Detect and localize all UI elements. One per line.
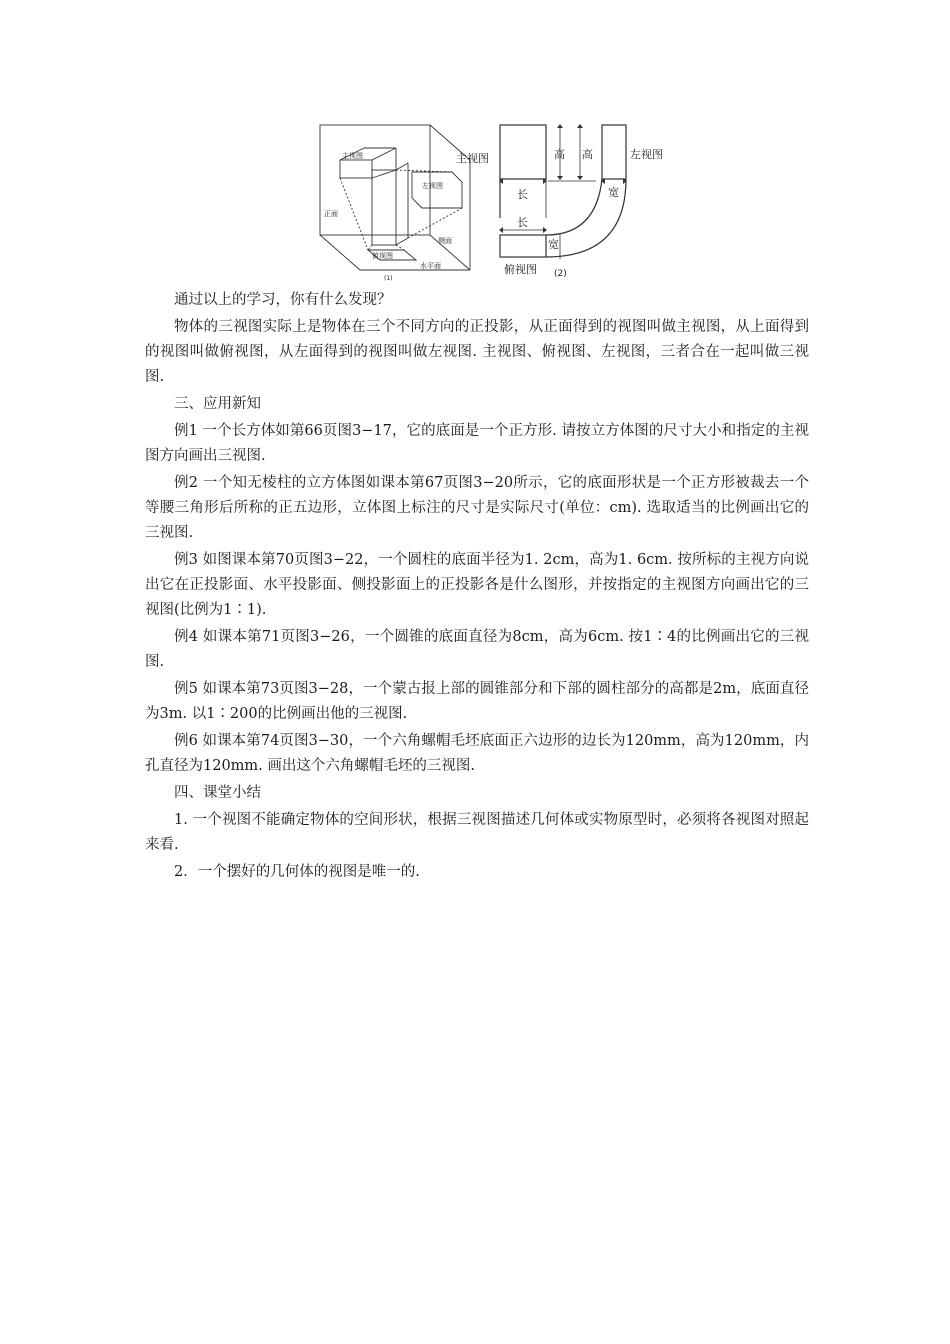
label-horizontal: 水平面 [420, 262, 441, 270]
paragraph-example-2: 例2 一个知无棱柱的立方体图如课本第67页图3−20所示，它的底面形状是一个正方形被裁去一个等腰三角形后所称的正五边形，立体图上标注的尺寸是实际尺寸(单位：cm). 选取适当的比例画出它的三视图. [145, 475, 809, 541]
label-top-view-title: 俯视图 [504, 263, 537, 276]
three-view-figure [312, 118, 672, 288]
lesson-body [145, 288, 809, 887]
caption-2: (2) [554, 269, 567, 279]
projection-box-diagram [320, 125, 470, 270]
label-width-2: 宽 [548, 238, 559, 251]
label-left-view-title: 左视图 [630, 148, 663, 161]
label-main-view-title: 主视图 [456, 152, 489, 165]
label-height-1: 高 [554, 148, 565, 161]
section-heading-summary: 四、课堂小结 [174, 785, 261, 801]
paragraph-example-4: 例4 如课本第71页图3−26，一个圆锥的底面直径为8cm，高为6cm. 按1∶4的比例画出它的三视图. [145, 629, 809, 670]
three-view-diagram [312, 118, 672, 288]
paragraph-example-1: 例1 一个长方体如第66页图3−17，它的底面是一个正方形. 请按立方体图的尺寸大小和指定的主视图方向画出三视图. [145, 423, 809, 464]
section-heading-apply: 三、应用新知 [174, 396, 261, 412]
paragraph-example-6: 例6 如课本第74页图3−30，一个六角螺帽毛坯底面正六边形的边长为120mm，高为120mm，内孔直径为120mm. 画出这个六角螺帽毛坯的三视图. [145, 733, 809, 774]
caption-1: (1) [384, 275, 393, 282]
label-length-2: 长 [517, 216, 528, 229]
label-side: 侧面 [438, 237, 452, 245]
paragraph-summary-2: 2．一个摆好的几何体的视图是唯一的. [174, 864, 420, 880]
label-main-view-1: 主视图 [342, 152, 363, 160]
paragraph-discovery-question: 通过以上的学习，你有什么发现？ [174, 292, 392, 308]
label-front: 正面 [324, 210, 338, 218]
label-length-1: 长 [517, 188, 528, 201]
paragraph-summary-1: 1. 一个视图不能确定物体的空间形状，根据三视图描述几何体或实物原型时，必须将各视图对照起来看. [145, 812, 809, 853]
label-width-1: 宽 [608, 186, 619, 199]
paragraph-example-3: 例3 如图课本第70页图3−22，一个圆柱的底面半径为1. 2cm，高为1. 6cm. 按所标的主视方向说出它在正投影面、水平投影面、侧投影面上的正投影各是什么图形，并按指定的主视图方向画出它的三视图(比例为1∶1). [145, 552, 809, 618]
label-left-view-1: 左视图 [422, 182, 443, 190]
label-height-2: 高 [582, 148, 593, 161]
paragraph-example-5: 例5 如课本第73页图3−28，一个蒙古报上部的圆锥部分和下部的圆柱部分的高都是2m，底面直径为3m. 以1∶200的比例画出他的三视图. [145, 681, 809, 722]
paragraph-three-views-definition: 物体的三视图实际上是物体在三个不同方向的正投影，从正面得到的视图叫做主视图，从上面得到的视图叫做俯视图，从左面得到的视图叫做左视图. 主视图、俯视图、左视图，三者合在一起叫做三视图. [145, 319, 809, 385]
label-top-view-1: 俯视图 [372, 252, 393, 260]
